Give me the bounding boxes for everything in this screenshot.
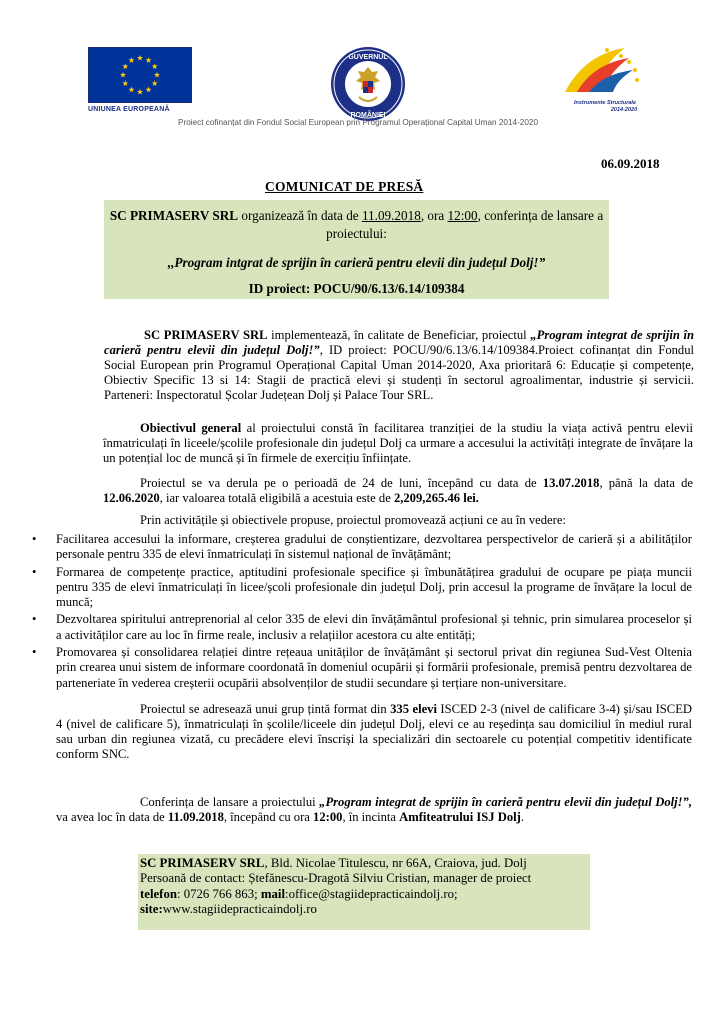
announce-text: organizează în data de <box>238 208 362 223</box>
announce-text: , conferința de lansare a <box>477 208 604 223</box>
eu-star-icon <box>137 55 143 61</box>
intro-text: , ID proiect: POCU/90/6.13/6.14/109384.Proiect cofinanțat din Fondul Social European prin Programul Operațional Capital Uman 2014-2020, Axa prioritară 6: Educație și competențe, Obiectiv Specific 13 si 14: Stagii de practică elevi și studenți în sectorul agroalimentar, industrie și servicii. Parteneri: Inspectoratul Școlar Județean Dolj și Palace Tour SRL. <box>104 343 695 402</box>
list-item <box>32 645 692 691</box>
conference-text: va avea loc în data de <box>56 810 168 824</box>
conference-project-title: „Program integrat de sprijin în carieră pentru elevii din județul Dolj!”, <box>319 795 692 809</box>
eu-star-icon <box>128 57 134 63</box>
list-item <box>32 612 692 643</box>
announce-time: 12:00 <box>447 208 478 223</box>
cofinanced-note: Proiect cofinanțat din Fondul Social European prin Programul Operațional Capital Uman 2014-2020 <box>178 118 539 127</box>
contact-box <box>138 854 590 930</box>
eu-star-icon <box>154 72 160 78</box>
intro-project-title: „Program integrat de sprijin în carieră pentru elevii din județul Dolj!” <box>104 328 694 357</box>
eu-logo <box>88 47 194 113</box>
conference-text: , începând cu ora <box>223 810 314 824</box>
eu-flag-icon <box>88 47 192 103</box>
eligible-value: 2,209,265.46 lei. <box>393 491 479 505</box>
is-caption-line2: 2014-2020 <box>610 107 638 113</box>
target-count: 335 elevi <box>390 702 437 716</box>
end-date: 12.06.2020 <box>103 491 160 505</box>
eu-star-icon <box>137 89 143 95</box>
actions-list <box>32 532 692 693</box>
paragraph-conference <box>56 795 692 825</box>
contact-person: Persoană de contact: Ștefănescu-Dragotă Silviu Cristian, manager de proiect <box>140 871 532 886</box>
seal-text-bottom: ROMÂNIEI <box>350 112 386 119</box>
start-date: 13.07.2018 <box>542 476 600 490</box>
eu-star-icon <box>122 63 128 69</box>
conference-time: 12:00 <box>313 810 343 824</box>
paragraph-target-group <box>56 702 692 762</box>
list-item <box>32 565 692 611</box>
duration-text: , iar valoarea totală eligibilă a acestuia este de <box>159 491 394 505</box>
conference-text: , în incinta <box>342 810 400 824</box>
list-item <box>32 532 692 563</box>
list-item-text: Promovarea și consolidarea relației dintre rețeaua unităților de învățământ și sectorul privat din regiunea Sud-Vest Oltenia prin crearea unui sistem de informare coordonată în domeniul ocupării și formării profesionale, premisă pentru dezvoltarea de parteneriate în vederea creșterii ocupării absolvenților de studii secundare și terțiare non-universitare. <box>56 645 692 690</box>
duration-text: , până la data de <box>599 476 694 490</box>
bullet-icon: • <box>32 564 37 579</box>
phone-label: telefon <box>140 886 177 901</box>
paragraph-duration <box>103 476 693 506</box>
contact-site-line <box>138 902 590 917</box>
list-item-text: Formarea de competențe practice, aptitudini profesionale specifice și îmbunătățirea gradului de ocupare pe piața muncii pentru 335 de elevi înmatriculați în licee/școli profesionale din județul Dolj, prin accesul la programe de învățare la locul de muncă; <box>56 564 692 610</box>
document-date: 06.09.2018 <box>601 156 660 171</box>
is-caption-line1: Instrumente Structurale <box>573 100 637 106</box>
announce-date: 11.09.2018 <box>361 208 421 223</box>
announcement-box <box>104 200 609 299</box>
conference-text: . <box>520 810 524 824</box>
seal-text-top: GUVERNUL <box>348 54 388 61</box>
contact-phone: : 0726 766 863; <box>176 886 261 901</box>
conference-venue: Amfiteatrului ISJ Dolj <box>399 810 521 824</box>
eu-caption: UNIUNEA EUROPEANĂ <box>88 106 170 113</box>
site-label: site: <box>140 901 163 916</box>
contact-address: , Bld. Nicolae Titulescu, nr 66A, Craiova, jud. Dolj <box>264 856 527 870</box>
contact-phone-mail-line <box>138 887 590 902</box>
eu-star-icon <box>152 80 158 86</box>
eu-star-icon <box>128 87 134 93</box>
project-title: ,,Program intgrat de sprijin în carieră pentru elevii din județul Dolj!” <box>167 255 546 270</box>
intro-text: implementează, în calitate de Beneficiar, proiectul <box>267 328 531 342</box>
conference-text: Conferința de lansare a proiectului <box>140 795 320 809</box>
intro-company: SC PRIMASERV SRL <box>144 328 268 342</box>
paragraph-objective <box>103 421 693 466</box>
duration-text: Proiectul se va derula pe o perioadă de 24 de luni, începând cu data de <box>140 476 543 490</box>
conference-date: 11.09.2018 <box>167 810 224 824</box>
bullet-icon: • <box>32 532 37 546</box>
structural-instruments-caption <box>555 100 655 114</box>
eu-star-icon <box>120 72 126 78</box>
contact-company-line <box>138 854 590 871</box>
announce-text: , ora <box>420 208 448 223</box>
page-title: COMUNICAT DE PRESĂ <box>265 179 424 194</box>
list-item-text: Dezvoltarea spiritului antreprenorial al celor 335 de elevi din învățământul profesional și tehnic, prin simularea proceselor și a activităților care au loc în firme reale, inclusiv a relațiilor acestora cu alte entități; <box>56 612 692 642</box>
eu-star-icon <box>145 57 151 63</box>
announcement-line1 <box>104 208 609 224</box>
contact-email-link[interactable]: :office@stagiidepracticaindolj.ro; <box>285 886 458 901</box>
bullet-icon: • <box>32 645 37 660</box>
eu-star-icon <box>145 87 151 93</box>
list-item-text: Facilitarea accesului la informare, creșterea gradului de conștientizare, dezvoltarea perspectivelor de carieră și a abilităților personale pentru 335 de elevi înmatriculați în sistemul național de învățământ; <box>56 532 692 562</box>
announce-company: SC PRIMASERV SRL <box>109 208 239 223</box>
contact-website-link[interactable]: www.stagiidepracticaindolj.ro <box>162 901 317 916</box>
eu-star-icon <box>122 80 128 86</box>
target-text: ISCED 2-3 (nivel de calificare 3-4) și/sau ISCED 4 (nivel de calificare 5), înmatriculați în școlile/liceele din județul Dolj, elevi ce au reședința sau domiciliul în mediul rural sau urban din regiunea vizată, cu precădere elevi înscriși la specializări din sectoarele cu potențial competitiv identificate conform SNC. <box>56 702 692 761</box>
announcement-line2: proiectului: <box>326 226 387 241</box>
paragraph-intro <box>104 328 694 403</box>
mail-label: mail <box>260 886 286 901</box>
bullet-icon: • <box>32 612 37 627</box>
paragraph-actions-intro: Prin activitățile și obiectivele propuse, proiectul promovează acțiuni ce au în vedere: <box>140 513 566 527</box>
objective-label: Obiectivul general <box>140 421 242 435</box>
objective-text: al proiectului constă în facilitarea tranziției de la studiu la viața activă pentru elevii înmatriculați în liceele/școlile profesionale din județul Dolj ca urmare a accesului la activități integrate de învățare la un potențial loc de muncă și în firmele de exercițiu înființate. <box>103 421 693 465</box>
contact-company: SC PRIMASERV SRL <box>140 856 265 870</box>
target-text: Proiectul se adresează unui grup țintă format din <box>140 702 391 716</box>
eu-star-icon <box>152 63 158 69</box>
project-id: ID proiect: POCU/90/6.13/6.14/109384 <box>248 281 465 296</box>
government-seal-icon <box>329 45 407 123</box>
